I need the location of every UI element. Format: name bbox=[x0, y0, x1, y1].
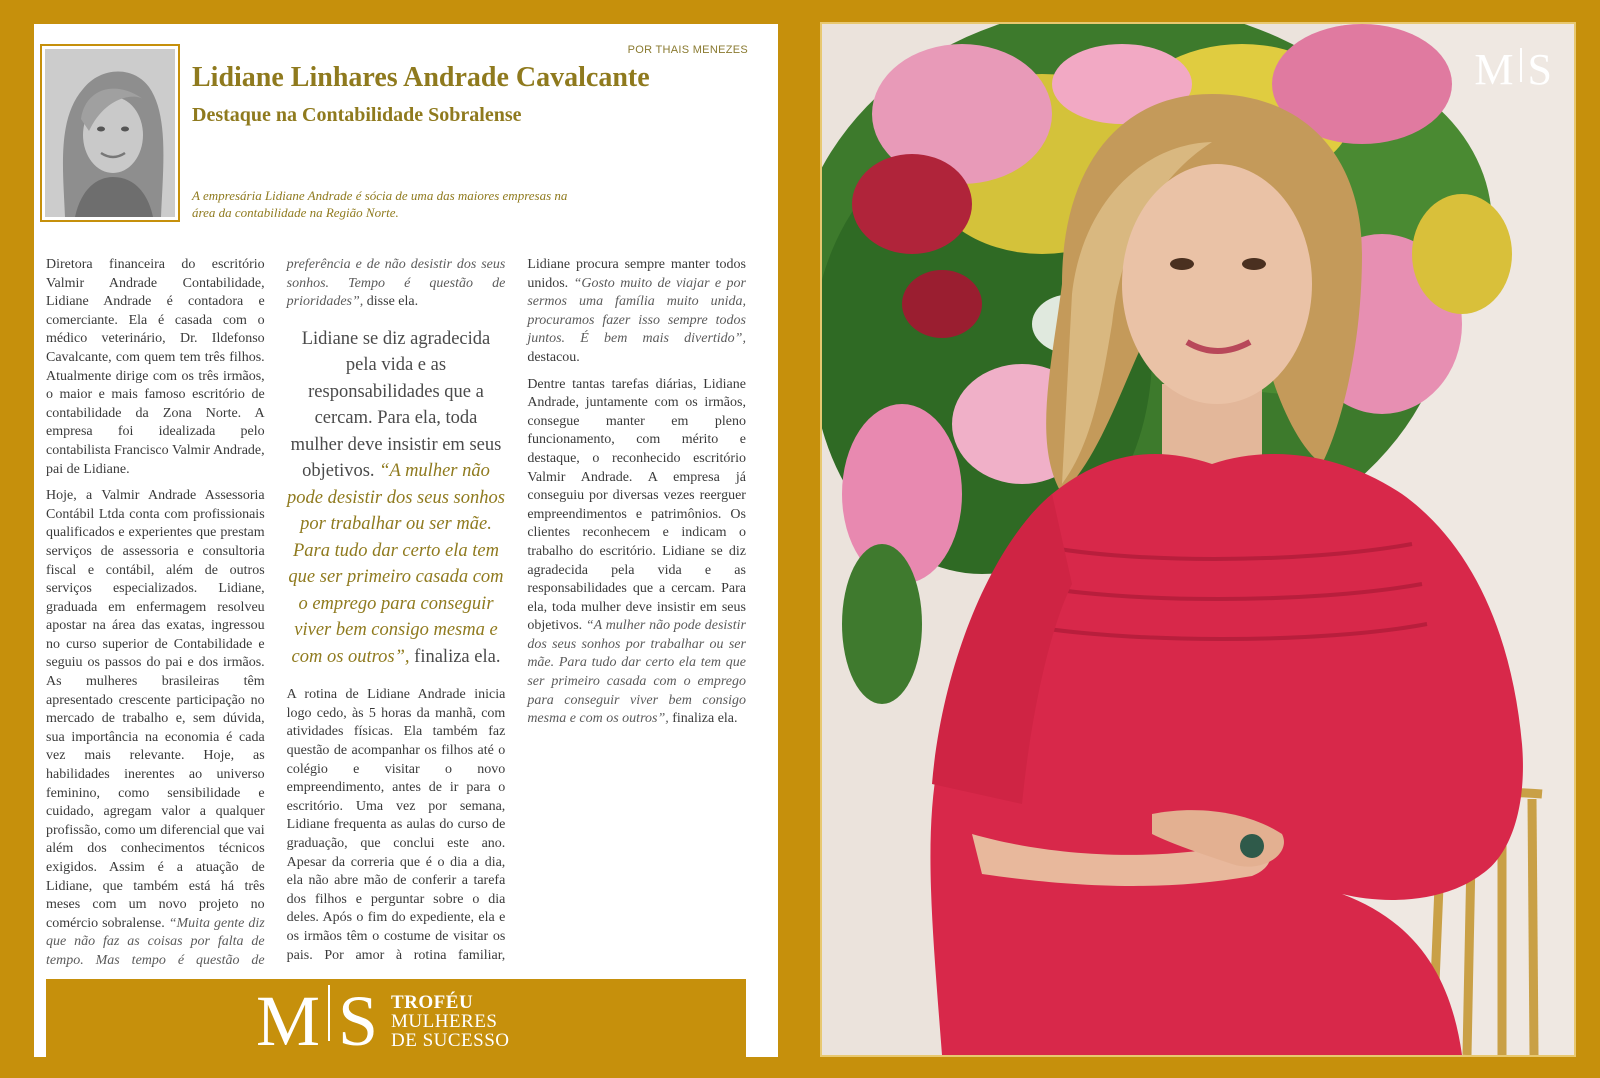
paragraph-2-quote: “Muita gente diz que não faz as coisas por falta de tempo. Mas tempo é questão de preferência e de não desistir dos seus sonhos. Tempo é questão de prioridades”, bbox=[46, 257, 506, 968]
paragraph-3-text: A rotina de Lidiane Andrade inicia logo cedo, às 5 horas da manhã, com atividades físicas. Ela também faz questão de acompanhar os filhos até o colégio e visitar o novo empreendimento, antes de ir para o escritório. Uma vez por semana, Lidiane frequenta as aulas do curso de graduação, que conclui este ano. Apesar da correria que é o dia a dia, ela não abre mão de conferir a tarefa dos filhos e perguntar sobre o dia deles. Após o fim do expediente, ela e os irmãos têm o costume de visitar os pais. Por amor à rotina familiar, Lidiane procura sempre manter todos unidos. bbox=[286, 257, 746, 963]
footer-logo-m: M bbox=[256, 981, 321, 1057]
right-ms-logo bbox=[1474, 46, 1552, 94]
footer-ms-logo bbox=[256, 981, 378, 1057]
paragraph-4-end: finaliza ela. bbox=[672, 711, 738, 727]
footer-line-2: MULHERES bbox=[391, 1011, 498, 1032]
article-lead: A empresária Lidiane Andrade é sócia de uma das maiores empresas na área da contabilidade na Região Norte. bbox=[192, 188, 568, 220]
footer-logo-divider bbox=[328, 985, 330, 1041]
footer-award-name bbox=[391, 993, 510, 1050]
right-logo-m: M bbox=[1474, 45, 1514, 94]
paragraph-2-text: Hoje, a Valmir Andrade Assessoria Contábil Ltda conta com profissionais qualificados e experientes que prestam serviços de assessoria e consultoria fiscal e contábil, além de outros serviços especializados. Lidiane, graduada em enfermagem resolveu apostar na área das exatas, ingressou no curso superior de Contabilidade e seguiu os passos do pai e dos irmãos. As mulheres brasileiras têm apresentado crescente participação no mercado de trabalho e, sem dúvida, sua importância na economia é cada vez mais relevante. Hoje, as habilidades inerentes ao universo feminino, como sensibilidade e cuidado, agregam valor a qualquer profissão, como um diferencial que vai além dos conhecimentos técnicos exigidos. Assim é a atuação de Lidiane, que também está há três meses com um novo projeto no comércio sobralense. bbox=[46, 488, 265, 931]
right-logo-s: S bbox=[1527, 45, 1552, 94]
right-logo-divider bbox=[1520, 48, 1522, 82]
footer-line-3: DE SUCESSO bbox=[391, 1030, 510, 1051]
pull-quote-text: Lidiane se diz agradecida pela vida e as responsabilidades que a cercam. Para ela, toda mulher deve insistir em seus objetivos. bbox=[290, 328, 502, 482]
paragraph-4 bbox=[527, 376, 746, 729]
footer-line-1: TROFÉU bbox=[391, 992, 474, 1013]
footer-logo-s: S bbox=[338, 981, 379, 1057]
article-subtitle: Destaque na Contabilidade Sobralense bbox=[192, 104, 522, 126]
pull-quote-quote: “A mulher não pode desistir dos seus sonhos por trabalhar ou ser mãe. Para tudo dar certo ela tem que ser primeiro casada com o emprego para conseguir viver bem consigo mesma e com os outros”, bbox=[287, 461, 505, 667]
article-title: Lidiane Linhares Andrade Cavalcante bbox=[192, 62, 650, 93]
paragraph-4-quote: “A mulher não pode desistir dos seus sonhos por trabalhar ou ser mãe. Para tudo dar certo ela tem que ser primeiro casada com o emprego para conseguir viver bem consigo mesma e com os outros”, bbox=[527, 618, 746, 727]
portrait-image bbox=[45, 49, 175, 217]
pull-quote-end: finaliza ela. bbox=[414, 646, 501, 667]
pull-quote bbox=[287, 326, 506, 671]
portrait-photo bbox=[40, 44, 180, 222]
left-page bbox=[34, 24, 778, 1057]
paragraph-4-text: Dentre tantas tarefas diárias, Lidiane Andrade, juntamente com os irmãos, consegue manter em pleno funcionamento, com mérito e destaque, o reconhecido escritório Valmir Andrade. A empresa já conseguiu por diversas vezes reerguer empreendimentos e patrimônios. Os clientes reconhecem e indicam o trabalho do escritório. Lidiane se diz agradecida pela vida e as responsabilidades que a cercam. Para ela, toda mulher deve insistir em seus objetivos. bbox=[527, 376, 746, 634]
footer-banner bbox=[46, 979, 746, 1057]
paragraph-3-quote: “Gosto muito de viajar e por sermos uma família muito unida, procuramos fazer isso sempre todos juntos. É bem mais divertido”, bbox=[527, 275, 746, 347]
right-page-photo bbox=[820, 22, 1576, 1057]
article-body bbox=[46, 256, 746, 972]
byline: POR THAIS MENEZES bbox=[627, 44, 748, 56]
paragraph-3-end: destacou. bbox=[527, 349, 580, 365]
portrait-scene bbox=[822, 24, 1574, 1055]
paragraph-1: Diretora financeira do escritório Valmir Andrade Contabilidade, Lidiane Andrade é contadora e comerciante. Ela é casada com o médico veterinário, Dr. Ildefonso Cavalcante, com quem tem três filhos. Atualmente dirige com os três irmãos, o maior e mais famoso escritório de contabilidade da Zona Norte. A empresa foi idealizada pelo contabilista Francisco Valmir Andrade, pai de Lidiane. bbox=[46, 257, 265, 477]
paragraph-2-end: disse ela. bbox=[366, 294, 419, 310]
